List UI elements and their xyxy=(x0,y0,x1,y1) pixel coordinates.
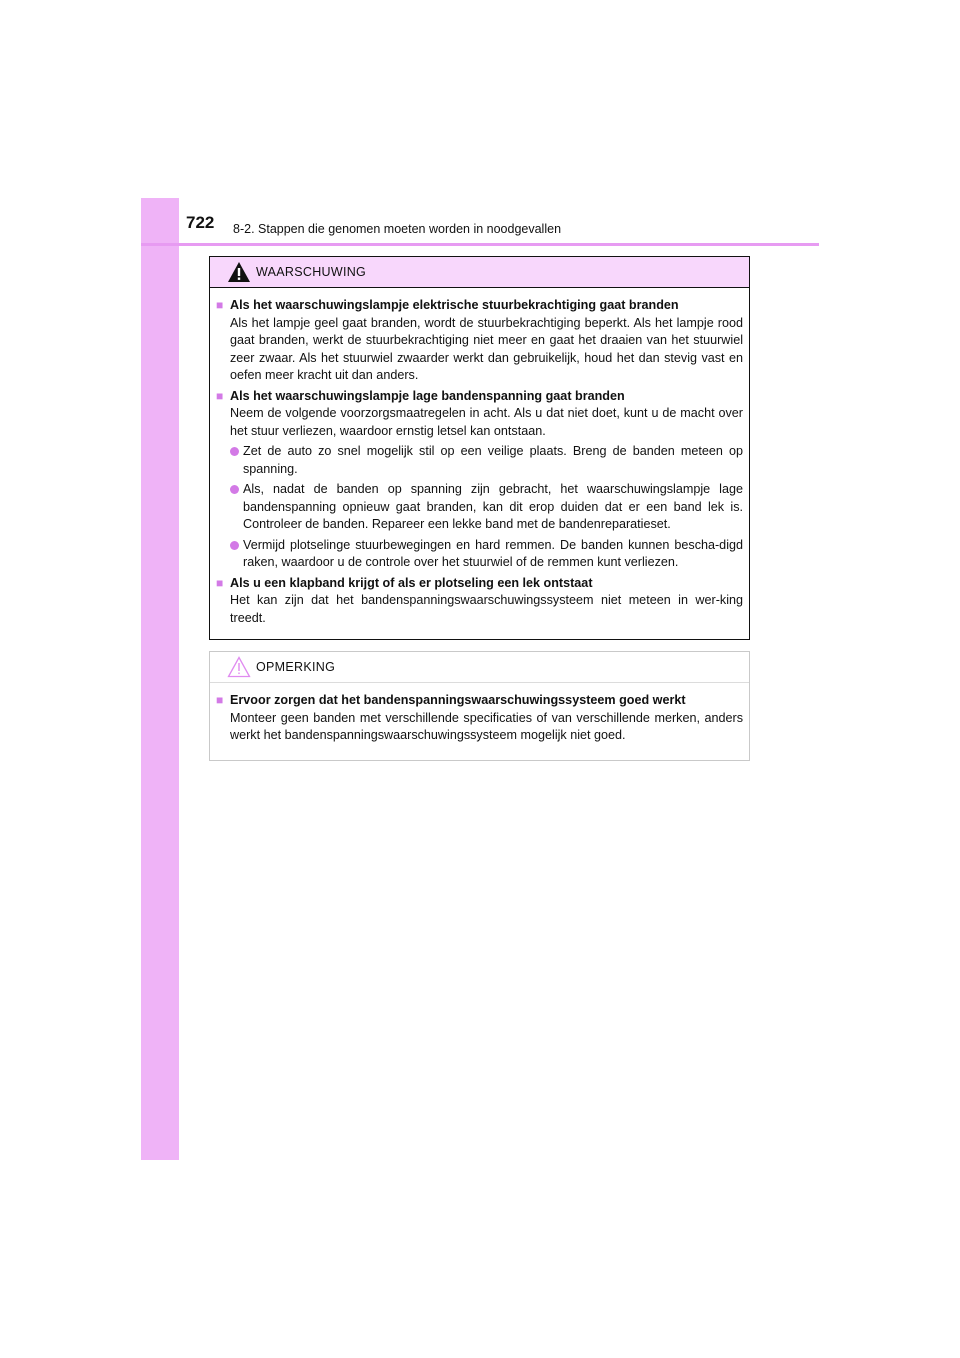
section-text: Het kan zijn dat het bandenspanningswaarschuwingssysteem niet meteen in wer-king treedt. xyxy=(230,593,743,625)
round-bullet-icon xyxy=(230,447,239,456)
round-bullet-icon xyxy=(230,485,239,494)
section-heading: Als het waarschuwingslampje lage bandenspanning gaat branden xyxy=(230,388,625,403)
warning-box xyxy=(209,256,750,640)
section-heading: Ervoor zorgen dat het bandenspanningswaarschuwingssysteem goed werkt xyxy=(230,693,686,707)
round-bullet-icon xyxy=(230,541,239,550)
notice-box-header xyxy=(210,652,749,683)
notice-title: OPMERKING xyxy=(256,660,336,674)
section-text: Neem de volgende voorzorgsmaatregelen in acht. Als u dat niet doet, kunt u de macht over het stuur verliezen, waardoor ernstig letsel kan ontstaan. xyxy=(230,406,743,438)
notice-box xyxy=(209,651,750,761)
header-rule xyxy=(141,243,819,246)
warning-section-power-steering xyxy=(216,297,743,385)
warning-section-tire-pressure xyxy=(216,388,743,572)
warning-triangle-icon xyxy=(227,261,251,283)
warning-section-blowout xyxy=(216,575,743,628)
notice-triangle-icon xyxy=(227,656,251,678)
square-bullet-icon: ■ xyxy=(216,575,224,590)
list-item: Als, nadat de banden op spanning zijn gebracht, het waarschuwingslampje lage bandenspanning opnieuw gaat branden, kan dit erop duiden dat er een band lek is. Controleer de banden. Repareer een lekke band met de bandenreparatieset. xyxy=(230,481,743,534)
section-heading: Als u een klapband krijgt of als er plotseling een lek ontstaat xyxy=(230,575,593,590)
square-bullet-icon: ■ xyxy=(216,388,224,403)
running-head: 8-2. Stappen die genomen moeten worden in noodgevallen xyxy=(233,222,562,236)
notice-section-tpms xyxy=(216,692,743,745)
notice-body xyxy=(210,683,749,745)
list-item: Zet de auto zo snel mogelijk stil op een veilige plaats. Breng de banden meteen op spanning. xyxy=(230,443,743,478)
square-bullet-icon: ■ xyxy=(216,298,224,312)
square-bullet-icon: ■ xyxy=(216,693,224,707)
warning-body xyxy=(210,288,749,627)
warning-title: WAARSCHUWING xyxy=(256,265,367,279)
section-text: Monteer geen banden met verschillende specificaties of van verschillende merken, anders werkt het bandenspanningswaarschuwingssysteem mogelijk niet goed. xyxy=(230,710,743,742)
section-text: Als het lampje geel gaat branden, wordt de stuurbekrachtiging beperkt. Als het lampje rood gaat branden, werkt de stuurbekrachtiging niet meer en gaat het draaien van het stuurwiel zeer zwaar. Als het stuurwiel zwaarder werkt dan gebruikelijk, houd het dan stevig vast en oefen meer kracht uit dan anders. xyxy=(230,315,743,382)
warning-box-header xyxy=(210,257,749,288)
list-item: Vermijd plotselinge stuurbewegingen en hard remmen. De banden kunnen bescha-digd raken, waardoor u de controle over het stuurwiel of de remmen kunt verliezen. xyxy=(230,537,743,572)
page-number: 722 xyxy=(186,213,215,232)
chapter-side-tab xyxy=(141,198,179,1160)
section-heading: Als het waarschuwingslampje elektrische stuurbekrachtiging gaat branden xyxy=(230,298,679,312)
